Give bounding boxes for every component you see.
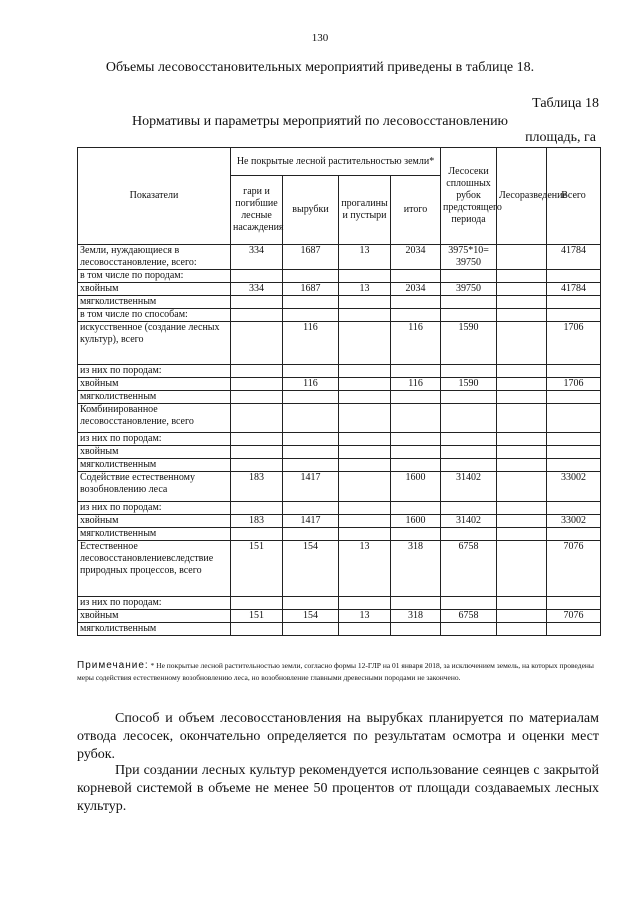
cell-clearings: 1417 bbox=[283, 515, 339, 528]
row-label: мягколиственным bbox=[78, 391, 231, 404]
cell-burnt: 151 bbox=[231, 541, 283, 597]
cell-glades bbox=[339, 459, 391, 472]
cell-glades bbox=[339, 515, 391, 528]
cell-glades: 13 bbox=[339, 541, 391, 597]
header-indicators: Показатели bbox=[78, 148, 231, 245]
table-row bbox=[78, 309, 601, 322]
cell-burnt bbox=[231, 404, 283, 433]
table-row bbox=[78, 528, 601, 541]
cell-glades: 13 bbox=[339, 283, 391, 296]
cell-burnt bbox=[231, 309, 283, 322]
cell-clearings: 1687 bbox=[283, 245, 339, 270]
header-total: итого bbox=[391, 176, 441, 245]
cell-plots bbox=[497, 270, 547, 283]
cell-all: 1706 bbox=[547, 322, 601, 365]
cell-glades bbox=[339, 528, 391, 541]
cell-plots bbox=[497, 245, 547, 270]
table-row bbox=[78, 365, 601, 378]
cell-total bbox=[391, 459, 441, 472]
row-label: мягколиственным bbox=[78, 459, 231, 472]
table-row bbox=[78, 472, 601, 502]
cell-glades: 13 bbox=[339, 610, 391, 623]
cell-cutting: 1590 bbox=[441, 322, 497, 365]
cell-clearings bbox=[283, 296, 339, 309]
table-row bbox=[78, 391, 601, 404]
cell-all: 7076 bbox=[547, 610, 601, 623]
cell-all bbox=[547, 433, 601, 446]
cell-glades bbox=[339, 270, 391, 283]
cell-cutting bbox=[441, 528, 497, 541]
reforestation-table bbox=[77, 147, 601, 636]
row-label: искусственное (создание лесных культур), всего bbox=[78, 322, 231, 365]
cell-burnt: 183 bbox=[231, 472, 283, 502]
cell-cutting bbox=[441, 309, 497, 322]
cell-burnt bbox=[231, 597, 283, 610]
cell-total: 116 bbox=[391, 378, 441, 391]
cell-burnt: 334 bbox=[231, 283, 283, 296]
cell-total: 318 bbox=[391, 610, 441, 623]
cell-burnt: 151 bbox=[231, 610, 283, 623]
cell-total: 2034 bbox=[391, 283, 441, 296]
cell-all: 33002 bbox=[547, 515, 601, 528]
row-label: хвойным bbox=[78, 446, 231, 459]
table-row bbox=[78, 270, 601, 283]
paragraph: При создании лесных культур рекомендуется использование сеянцев с закрытой корневой системой в объеме не менее 50 процентов от площади создаваемых лесных культур. bbox=[77, 763, 599, 814]
cell-plots bbox=[497, 623, 547, 636]
cell-glades bbox=[339, 433, 391, 446]
cell-all bbox=[547, 459, 601, 472]
cell-all: 33002 bbox=[547, 472, 601, 502]
note-text: * Не покрытые лесной растительностью земли, согласно формы 12-ГЛР на 01 января 2018, за исключением земель, на которых проведены меры содействия естественному возобновлению леса, но возобновление главными древесными породами не закончено. bbox=[77, 661, 594, 682]
cell-cutting bbox=[441, 365, 497, 378]
cell-clearings bbox=[283, 502, 339, 515]
row-label: в том числе по способам: bbox=[78, 309, 231, 322]
cell-plots bbox=[497, 283, 547, 296]
cell-total: 318 bbox=[391, 541, 441, 597]
cell-clearings bbox=[283, 459, 339, 472]
cell-total bbox=[391, 270, 441, 283]
cell-plots bbox=[497, 309, 547, 322]
cell-all bbox=[547, 446, 601, 459]
cell-cutting bbox=[441, 502, 497, 515]
table-row bbox=[78, 446, 601, 459]
cell-clearings bbox=[283, 270, 339, 283]
cell-burnt bbox=[231, 433, 283, 446]
cell-clearings: 116 bbox=[283, 322, 339, 365]
cell-burnt bbox=[231, 446, 283, 459]
table-label: Таблица 18 bbox=[532, 96, 599, 111]
intro-sentence: Объемы лесовосстановительных мероприятий приведены в таблице 18. bbox=[105, 60, 535, 75]
cell-burnt bbox=[231, 322, 283, 365]
cell-glades bbox=[339, 309, 391, 322]
cell-glades bbox=[339, 446, 391, 459]
cell-all: 41784 bbox=[547, 283, 601, 296]
cell-clearings: 1417 bbox=[283, 472, 339, 502]
table-row bbox=[78, 245, 601, 270]
cell-plots bbox=[497, 610, 547, 623]
cell-plots bbox=[497, 541, 547, 597]
table-note bbox=[77, 660, 599, 684]
cell-total bbox=[391, 528, 441, 541]
cell-cutting bbox=[441, 446, 497, 459]
cell-clearings: 1687 bbox=[283, 283, 339, 296]
cell-all bbox=[547, 270, 601, 283]
cell-plots bbox=[497, 365, 547, 378]
cell-cutting: 31402 bbox=[441, 515, 497, 528]
cell-glades bbox=[339, 296, 391, 309]
table-row bbox=[78, 515, 601, 528]
row-label: в том числе по породам: bbox=[78, 270, 231, 283]
cell-burnt bbox=[231, 623, 283, 636]
cell-cutting: 3975*10= 39750 bbox=[441, 245, 497, 270]
header-burnt: гари и погибшие лесные насаждения bbox=[231, 176, 283, 245]
header-glades: прогалины и пустыри bbox=[339, 176, 391, 245]
cell-clearings bbox=[283, 404, 339, 433]
table-row bbox=[78, 623, 601, 636]
cell-glades: 13 bbox=[339, 245, 391, 270]
cell-burnt: 183 bbox=[231, 515, 283, 528]
cell-all bbox=[547, 391, 601, 404]
cell-clearings: 154 bbox=[283, 610, 339, 623]
cell-glades bbox=[339, 378, 391, 391]
cell-plots bbox=[497, 472, 547, 502]
paragraph: Способ и объем лесовосстановления на вырубках планируется по материалам отвода лесосек, окончательно определяется по результатам осмотра и оценки мест рубок. bbox=[77, 711, 599, 762]
cell-total: 1600 bbox=[391, 472, 441, 502]
cell-glades bbox=[339, 472, 391, 502]
table-row bbox=[78, 541, 601, 597]
row-label: мягколиственным bbox=[78, 296, 231, 309]
cell-plots bbox=[497, 459, 547, 472]
cell-plots bbox=[497, 378, 547, 391]
cell-clearings bbox=[283, 528, 339, 541]
row-label: хвойным bbox=[78, 283, 231, 296]
table-row bbox=[78, 283, 601, 296]
table-title: Нормативы и параметры мероприятий по лесовосстановлению bbox=[131, 114, 509, 129]
cell-all bbox=[547, 309, 601, 322]
cell-cutting: 39750 bbox=[441, 283, 497, 296]
row-label: Содействие естественному возобновлению леса bbox=[78, 472, 231, 502]
cell-total bbox=[391, 446, 441, 459]
cell-total: 2034 bbox=[391, 245, 441, 270]
cell-all: 1706 bbox=[547, 378, 601, 391]
cell-cutting bbox=[441, 433, 497, 446]
header-not-covered: Не покрытые лесной растительностью земли* bbox=[231, 148, 441, 176]
cell-cutting: 6758 bbox=[441, 610, 497, 623]
cell-burnt bbox=[231, 528, 283, 541]
cell-all bbox=[547, 404, 601, 433]
row-label: из них по породам: bbox=[78, 433, 231, 446]
table-row bbox=[78, 433, 601, 446]
cell-total: 1600 bbox=[391, 515, 441, 528]
cell-clearings bbox=[283, 623, 339, 636]
cell-cutting bbox=[441, 404, 497, 433]
table-row bbox=[78, 610, 601, 623]
row-label: хвойным bbox=[78, 610, 231, 623]
cell-burnt bbox=[231, 296, 283, 309]
cell-glades bbox=[339, 623, 391, 636]
cell-plots bbox=[497, 433, 547, 446]
cell-total bbox=[391, 433, 441, 446]
cell-all: 41784 bbox=[547, 245, 601, 270]
page-number: 130 bbox=[311, 32, 329, 44]
row-label: Естественное лесовосстановлениевследствие природных процессов, всего bbox=[78, 541, 231, 597]
table-row bbox=[78, 404, 601, 433]
cell-glades bbox=[339, 365, 391, 378]
cell-glades bbox=[339, 404, 391, 433]
cell-all: 7076 bbox=[547, 541, 601, 597]
cell-plots bbox=[497, 528, 547, 541]
cell-clearings: 154 bbox=[283, 541, 339, 597]
table-row bbox=[78, 597, 601, 610]
row-label: хвойным bbox=[78, 515, 231, 528]
cell-burnt bbox=[231, 391, 283, 404]
cell-cutting: 1590 bbox=[441, 378, 497, 391]
cell-plots bbox=[497, 446, 547, 459]
row-label: мягколиственным bbox=[78, 528, 231, 541]
header-all: Всего bbox=[547, 148, 601, 245]
cell-clearings bbox=[283, 597, 339, 610]
cell-clearings: 116 bbox=[283, 378, 339, 391]
row-label: Комбинированное лесовосстановление, всего bbox=[78, 404, 231, 433]
cell-all bbox=[547, 296, 601, 309]
cell-cutting bbox=[441, 296, 497, 309]
header-forest-plots: Лесоразведение bbox=[497, 148, 547, 245]
cell-cutting bbox=[441, 597, 497, 610]
cell-burnt bbox=[231, 502, 283, 515]
cell-clearings bbox=[283, 433, 339, 446]
row-label: из них по породам: bbox=[78, 365, 231, 378]
cell-clearings bbox=[283, 446, 339, 459]
cell-all bbox=[547, 623, 601, 636]
table-row bbox=[78, 322, 601, 365]
cell-total: 116 bbox=[391, 322, 441, 365]
cell-total bbox=[391, 365, 441, 378]
cell-cutting bbox=[441, 623, 497, 636]
header-cutting-areas: Лесосеки сплошных рубок предстоящего периода bbox=[441, 148, 497, 245]
cell-plots bbox=[497, 515, 547, 528]
cell-clearings bbox=[283, 365, 339, 378]
cell-plots bbox=[497, 391, 547, 404]
row-label: из них по породам: bbox=[78, 502, 231, 515]
cell-plots bbox=[497, 502, 547, 515]
cell-burnt: 334 bbox=[231, 245, 283, 270]
cell-burnt bbox=[231, 459, 283, 472]
note-label: Примечание: bbox=[77, 660, 149, 671]
cell-plots bbox=[497, 296, 547, 309]
table-row bbox=[78, 378, 601, 391]
cell-clearings bbox=[283, 309, 339, 322]
cell-glades bbox=[339, 391, 391, 404]
row-label: мягколиственным bbox=[78, 623, 231, 636]
cell-all bbox=[547, 528, 601, 541]
row-label: Земли, нуждающиеся в лесовосстановление, всего: bbox=[78, 245, 231, 270]
cell-plots bbox=[497, 322, 547, 365]
cell-total bbox=[391, 296, 441, 309]
cell-total bbox=[391, 597, 441, 610]
cell-burnt bbox=[231, 365, 283, 378]
cell-all bbox=[547, 365, 601, 378]
table-row bbox=[78, 296, 601, 309]
cell-glades bbox=[339, 322, 391, 365]
row-label: хвойным bbox=[78, 378, 231, 391]
cell-cutting: 6758 bbox=[441, 541, 497, 597]
cell-glades bbox=[339, 597, 391, 610]
cell-all bbox=[547, 597, 601, 610]
cell-all bbox=[547, 502, 601, 515]
table-row bbox=[78, 459, 601, 472]
cell-cutting: 31402 bbox=[441, 472, 497, 502]
cell-plots bbox=[497, 597, 547, 610]
cell-burnt bbox=[231, 378, 283, 391]
cell-burnt bbox=[231, 270, 283, 283]
cell-glades bbox=[339, 502, 391, 515]
row-label: из них по породам: bbox=[78, 597, 231, 610]
cell-total bbox=[391, 404, 441, 433]
cell-cutting bbox=[441, 270, 497, 283]
cell-total bbox=[391, 623, 441, 636]
table-unit: площадь, га bbox=[525, 130, 596, 145]
cell-total bbox=[391, 391, 441, 404]
cell-total bbox=[391, 502, 441, 515]
table-body bbox=[78, 245, 601, 636]
table-row bbox=[78, 502, 601, 515]
cell-clearings bbox=[283, 391, 339, 404]
cell-total bbox=[391, 309, 441, 322]
cell-cutting bbox=[441, 391, 497, 404]
header-clearings: вырубки bbox=[283, 176, 339, 245]
cell-cutting bbox=[441, 459, 497, 472]
cell-plots bbox=[497, 404, 547, 433]
